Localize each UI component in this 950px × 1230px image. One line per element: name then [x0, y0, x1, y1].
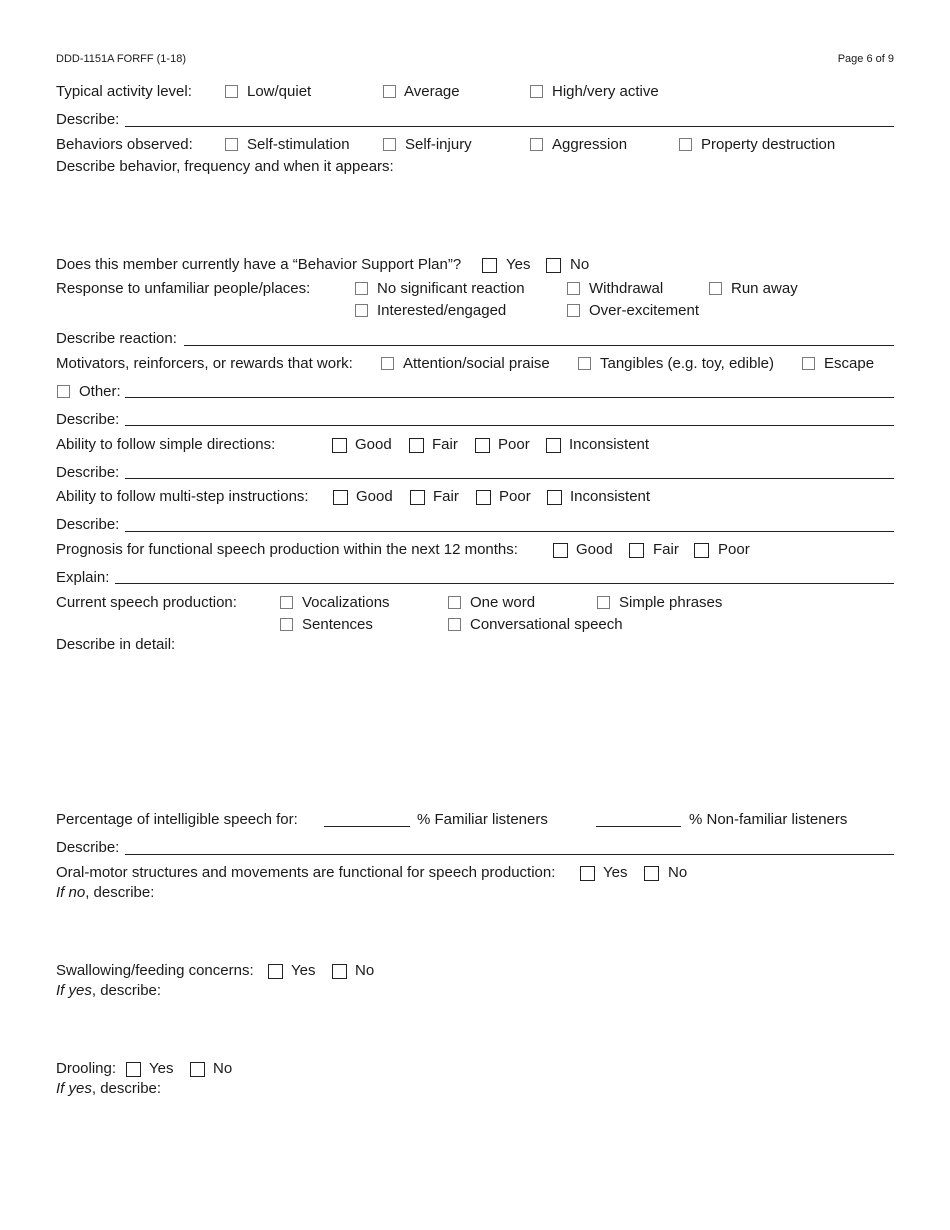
unfamiliar-withdrawal-checkbox[interactable]: [567, 282, 580, 295]
oral-motor-no-checkbox[interactable]: [644, 866, 659, 881]
motivator-tangibles-label: Tangibles (e.g. toy, edible): [600, 355, 774, 372]
activity-low-label: Low/quiet: [247, 83, 312, 100]
motivators-describe-field[interactable]: [125, 425, 894, 426]
nonfamiliar-percent-field[interactable]: [596, 826, 681, 827]
activity-label: Typical activity level:: [56, 83, 192, 100]
multi-fair-checkbox[interactable]: [410, 490, 425, 505]
behavior-self-injury-label: Self-injury: [405, 136, 472, 153]
speech-one-word-label: One word: [470, 594, 536, 611]
bsp-yes-checkbox[interactable]: [482, 258, 497, 273]
speech-vocalizations-label: Vocalizations: [302, 594, 390, 611]
swallowing-no-checkbox[interactable]: [332, 964, 347, 979]
swallowing-no-label: No: [355, 962, 375, 979]
prognosis-explain-field[interactable]: [115, 583, 894, 584]
unfamiliar-no-reaction-label: No significant reaction: [377, 280, 525, 297]
simple-inconsistent-label: Inconsistent: [569, 436, 650, 453]
speech-conversational-label: Conversational speech: [470, 616, 623, 633]
intelligible-describe-field[interactable]: [125, 854, 894, 855]
intelligible-label: Percentage of intelligible speech for:: [56, 811, 298, 828]
motivator-other-label: Other:: [79, 383, 121, 400]
motivator-tangibles-checkbox[interactable]: [578, 357, 591, 370]
speech-detail-label: Describe in detail:: [56, 636, 176, 653]
unfamiliar-label: Response to unfamiliar people/places:: [56, 280, 311, 297]
bsp-no-checkbox[interactable]: [546, 258, 561, 273]
oral-motor-question: Oral-motor structures and movements are functional for speech production:: [56, 864, 556, 881]
oral-motor-yes-checkbox[interactable]: [580, 866, 595, 881]
prognosis-explain-label: Explain:: [56, 569, 110, 586]
oral-motor-no-label: No: [668, 864, 688, 881]
motivators-label: Motivators, reinforcers, or rewards that work:: [56, 355, 353, 372]
behaviors-label: Behaviors observed:: [56, 136, 193, 153]
unfamiliar-interested-checkbox[interactable]: [355, 304, 368, 317]
multi-step-label: Ability to follow multi-step instructions:: [56, 488, 309, 505]
activity-describe-label: Describe:: [56, 111, 120, 128]
behavior-aggression-checkbox[interactable]: [530, 138, 543, 151]
activity-average-checkbox[interactable]: [383, 85, 396, 98]
speech-simple-phrases-checkbox[interactable]: [597, 596, 610, 609]
drooling-question: Drooling:: [56, 1060, 117, 1077]
prognosis-label: Prognosis for functional speech production within the next 12 months:: [56, 541, 518, 558]
swallowing-question: Swallowing/feeding concerns:: [56, 962, 254, 979]
page-number: Page 6 of 9: [837, 53, 894, 65]
nonfamiliar-listeners-label: % Non-familiar listeners: [689, 811, 848, 828]
drooling-yes-label: Yes: [149, 1060, 174, 1077]
activity-average-label: Average: [404, 83, 460, 100]
unfamiliar-run-away-label: Run away: [731, 280, 798, 297]
simple-poor-checkbox[interactable]: [475, 438, 490, 453]
motivator-other-field[interactable]: [125, 397, 894, 398]
multi-inconsistent-label: Inconsistent: [570, 488, 651, 505]
simple-fair-label: Fair: [432, 436, 458, 453]
familiar-listeners-label: % Familiar listeners: [417, 811, 548, 828]
multi-good-label: Good: [356, 488, 393, 505]
prognosis-fair-checkbox[interactable]: [629, 543, 644, 558]
intelligible-describe-label: Describe:: [56, 839, 120, 856]
multi-describe-label: Describe:: [56, 516, 120, 533]
simple-inconsistent-checkbox[interactable]: [546, 438, 561, 453]
behavior-self-stimulation-checkbox[interactable]: [225, 138, 238, 151]
swallowing-if-yes-prompt: If yes, describe:: [56, 982, 162, 999]
activity-high-label: High/very active: [552, 83, 659, 100]
behavior-aggression-label: Aggression: [552, 136, 628, 153]
behavior-property-destruction-label: Property destruction: [701, 136, 836, 153]
familiar-percent-field[interactable]: [324, 826, 410, 827]
multi-inconsistent-checkbox[interactable]: [547, 490, 562, 505]
prognosis-good-label: Good: [576, 541, 613, 558]
speech-sentences-checkbox[interactable]: [280, 618, 293, 631]
unfamiliar-interested-label: Interested/engaged: [377, 302, 507, 319]
motivator-escape-checkbox[interactable]: [802, 357, 815, 370]
form-id: DDD-1151A FORFF (1-18): [56, 53, 186, 65]
swallowing-yes-label: Yes: [291, 962, 316, 979]
drooling-if-yes-prompt: If yes, describe:: [56, 1080, 162, 1097]
simple-good-checkbox[interactable]: [332, 438, 347, 453]
speech-vocalizations-checkbox[interactable]: [280, 596, 293, 609]
oral-motor-if-no-prompt: If no, describe:: [56, 884, 155, 901]
drooling-yes-checkbox[interactable]: [126, 1062, 141, 1077]
simple-describe-label: Describe:: [56, 464, 120, 481]
bsp-no-label: No: [570, 256, 590, 273]
unfamiliar-describe-field[interactable]: [184, 345, 894, 346]
simple-describe-field[interactable]: [125, 478, 894, 479]
unfamiliar-describe-label: Describe reaction:: [56, 330, 177, 347]
drooling-no-checkbox[interactable]: [190, 1062, 205, 1077]
behavior-self-injury-checkbox[interactable]: [383, 138, 396, 151]
motivator-attention-label: Attention/social praise: [403, 355, 550, 372]
speech-one-word-checkbox[interactable]: [448, 596, 461, 609]
motivator-attention-checkbox[interactable]: [381, 357, 394, 370]
activity-describe-field[interactable]: [125, 126, 894, 127]
unfamiliar-run-away-checkbox[interactable]: [709, 282, 722, 295]
simple-poor-label: Poor: [498, 436, 530, 453]
unfamiliar-withdrawal-label: Withdrawal: [589, 280, 664, 297]
multi-poor-label: Poor: [499, 488, 531, 505]
activity-low-checkbox[interactable]: [225, 85, 238, 98]
speech-sentences-label: Sentences: [302, 616, 373, 633]
speech-conversational-checkbox[interactable]: [448, 618, 461, 631]
unfamiliar-over-excitement-checkbox[interactable]: [567, 304, 580, 317]
speech-simple-phrases-label: Simple phrases: [619, 594, 723, 611]
behavior-self-stimulation-label: Self-stimulation: [247, 136, 350, 153]
unfamiliar-over-excitement-label: Over-excitement: [589, 302, 700, 319]
multi-fair-label: Fair: [433, 488, 459, 505]
unfamiliar-no-reaction-checkbox[interactable]: [355, 282, 368, 295]
multi-describe-field[interactable]: [125, 531, 894, 532]
bsp-question: Does this member currently have a “Behavior Support Plan”?: [56, 256, 462, 273]
oral-motor-yes-label: Yes: [603, 864, 628, 881]
bsp-yes-label: Yes: [506, 256, 531, 273]
simple-directions-label: Ability to follow simple directions:: [56, 436, 276, 453]
behavior-describe-prompt: Describe behavior, frequency and when it appears:: [56, 158, 394, 175]
simple-good-label: Good: [355, 436, 392, 453]
speech-production-label: Current speech production:: [56, 594, 237, 611]
behavior-property-destruction-checkbox[interactable]: [679, 138, 692, 151]
simple-fair-checkbox[interactable]: [409, 438, 424, 453]
prognosis-poor-checkbox[interactable]: [694, 543, 709, 558]
swallowing-yes-checkbox[interactable]: [268, 964, 283, 979]
motivator-escape-label: Escape: [824, 355, 875, 372]
activity-high-checkbox[interactable]: [530, 85, 543, 98]
prognosis-poor-label: Poor: [718, 541, 750, 558]
motivator-other-checkbox[interactable]: [57, 385, 70, 398]
drooling-no-label: No: [213, 1060, 233, 1077]
multi-poor-checkbox[interactable]: [476, 490, 491, 505]
prognosis-fair-label: Fair: [653, 541, 679, 558]
prognosis-good-checkbox[interactable]: [553, 543, 568, 558]
multi-good-checkbox[interactable]: [333, 490, 348, 505]
motivators-describe-label: Describe:: [56, 411, 120, 428]
